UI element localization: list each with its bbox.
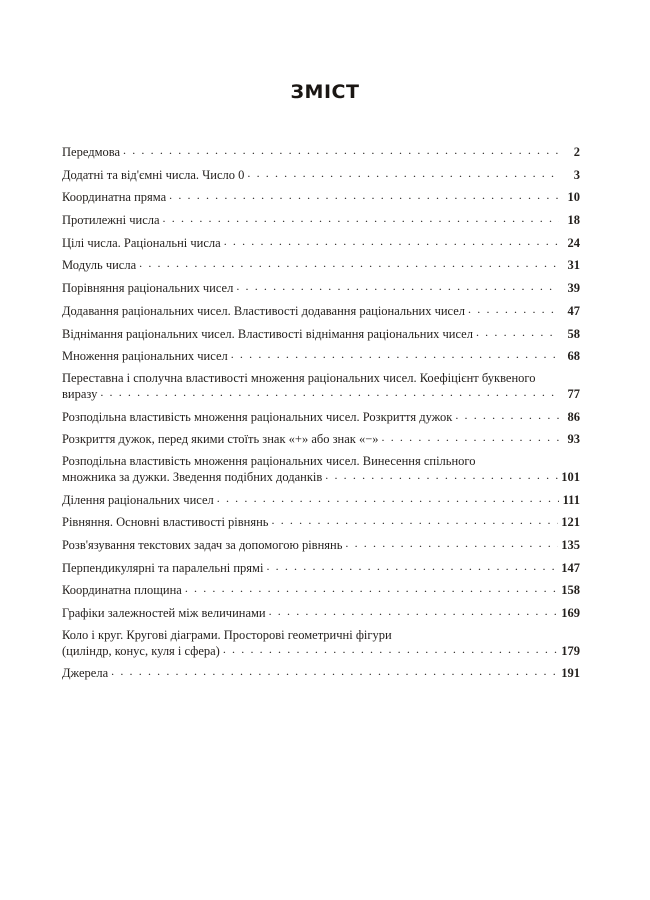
toc-entry-label: Передмова	[62, 145, 121, 159]
dot-leader	[185, 582, 558, 594]
toc-entry-foreword[interactable]	[62, 144, 580, 160]
dot-leader	[100, 386, 559, 398]
toc-entry-page: 158	[561, 583, 580, 598]
toc-entry-label: виразу	[62, 386, 98, 401]
toc-entry-positive-negative-numbers[interactable]	[62, 167, 580, 183]
dot-leader	[269, 605, 559, 617]
dot-leader	[345, 537, 558, 549]
toc-entry-page: 31	[567, 258, 580, 273]
toc-entry-label: Графіки залежностей між величинами	[62, 606, 266, 621]
dot-leader	[468, 303, 559, 315]
dot-leader	[169, 189, 559, 201]
toc-entry-page: 68	[567, 349, 580, 364]
toc-entry-label: Цілі числа. Раціональні числа	[62, 235, 221, 250]
toc-entry-dependency-graphs[interactable]	[62, 605, 580, 621]
dot-leader	[272, 514, 559, 526]
toc-entry-addition-rationals[interactable]	[62, 303, 580, 319]
toc-entry-commutative-associative[interactable]	[62, 371, 580, 402]
toc-entry-label: множника за дужки. Зведення подібних доданків	[62, 469, 323, 484]
dot-leader	[217, 492, 559, 504]
dot-leader	[224, 235, 559, 247]
toc-entry-subtraction-rationals[interactable]	[62, 326, 580, 342]
toc-entry-page: 3	[573, 167, 580, 182]
toc-entry-label-line1: Розподільна властивість множення раціональних чисел. Винесення спільного	[62, 453, 476, 468]
toc-entry-label: Модуль числа	[62, 258, 137, 273]
dot-leader	[231, 348, 559, 360]
toc-entry-page: 121	[561, 515, 580, 530]
toc-entry-coordinate-plane[interactable]	[62, 582, 580, 598]
toc-entry-multiplication-rationals[interactable]	[62, 348, 580, 364]
toc-entry-label: Рівняння. Основні властивості рівнянь	[62, 515, 269, 530]
toc-entry-label: Координатна площина	[62, 583, 182, 598]
toc-entry-label: Координатна пряма	[62, 190, 167, 205]
toc-entry-page: 18	[567, 213, 580, 228]
toc-entry-word-problems[interactable]	[62, 537, 580, 553]
dot-leader	[325, 469, 558, 481]
toc-entry-label: Джерела	[62, 666, 109, 681]
toc-entry-label: Розв'язування текстових задач за допомогою рівнянь	[62, 538, 343, 552]
table-of-contents	[62, 144, 580, 688]
toc-entry-label-line1: Коло і круг. Кругові діаграми. Просторові геометричні фігури	[62, 627, 392, 642]
toc-entry-label: Множення раціональних чисел	[62, 349, 228, 364]
dot-leader	[236, 280, 559, 292]
toc-entry-page: 93	[567, 432, 580, 447]
dot-leader	[139, 257, 559, 269]
dot-leader	[455, 409, 559, 421]
toc-entry-label: Додатні та від'ємні числа. Число 0	[62, 167, 245, 182]
toc-entry-label: Ділення раціональних чисел	[62, 492, 214, 507]
toc-entry-page: 101	[561, 469, 580, 484]
dot-leader	[266, 560, 558, 572]
toc-entry-coordinate-line[interactable]	[62, 189, 580, 205]
toc-entry-page: 10	[567, 190, 580, 205]
toc-entry-equations[interactable]	[62, 514, 580, 530]
toc-entry-page: 135	[561, 538, 580, 552]
toc-entry-page: 58	[567, 326, 580, 341]
toc-entry-opening-brackets-signs[interactable]	[62, 431, 580, 447]
toc-entry-label: Протилежні числа	[62, 213, 160, 228]
toc-entry-label: Порівняння раціональних чисел	[62, 281, 234, 296]
dot-leader	[223, 643, 558, 655]
toc-entry-label: Додавання раціональних чисел. Властивості додавання раціональних чисел	[62, 303, 466, 318]
page-title: ЗМІСТ	[290, 80, 360, 103]
toc-entry-common-factor[interactable]	[62, 454, 580, 485]
toc-entry-opposite-numbers[interactable]	[62, 212, 580, 228]
toc-entry-integers-rational[interactable]	[62, 235, 580, 251]
dot-leader	[247, 167, 559, 179]
toc-entry-page: 77	[567, 386, 580, 401]
toc-entry-page: 24	[567, 235, 580, 250]
toc-entry-label: Розподільна властивість множення раціональних чисел. Розкриття дужок	[62, 409, 453, 424]
toc-entry-label: Розкриття дужок, перед якими стоїть знак «+» або знак «−»	[62, 432, 379, 447]
toc-entry-page: 111	[562, 492, 580, 507]
toc-entry-label-line1: Переставна і сполучна властивості множення раціональних чисел. Коефіцієнт буквеного	[62, 370, 536, 385]
toc-entry-page: 191	[561, 666, 580, 681]
toc-entry-page: 86	[567, 409, 580, 424]
toc-entry-perpendicular-parallel[interactable]	[62, 560, 580, 576]
toc-entry-comparing-rationals[interactable]	[62, 280, 580, 296]
toc-entry-division-rationals[interactable]	[62, 492, 580, 508]
toc-entry-circle-solids[interactable]	[62, 628, 580, 659]
toc-entry-page: 47	[567, 303, 580, 318]
toc-entry-page: 179	[561, 643, 580, 658]
dot-leader	[123, 144, 559, 156]
toc-entry-label: Перпендикулярні та паралельні прямі	[62, 560, 264, 575]
toc-entry-label: Віднімання раціональних чисел. Властивості віднімання раціональних чисел	[62, 326, 473, 341]
toc-entry-page: 2	[573, 145, 580, 159]
dot-leader	[111, 665, 558, 677]
dot-leader	[382, 431, 559, 443]
toc-entry-absolute-value[interactable]	[62, 257, 580, 273]
dot-leader	[476, 326, 559, 338]
dot-leader	[163, 212, 559, 224]
toc-entry-sources[interactable]	[62, 665, 580, 681]
toc-entry-page: 39	[567, 281, 580, 296]
toc-entry-distributive-brackets[interactable]	[62, 409, 580, 425]
toc-entry-page: 147	[561, 560, 580, 575]
toc-entry-label: (циліндр, конус, куля і сфера)	[62, 643, 220, 658]
toc-entry-page: 169	[561, 606, 580, 621]
